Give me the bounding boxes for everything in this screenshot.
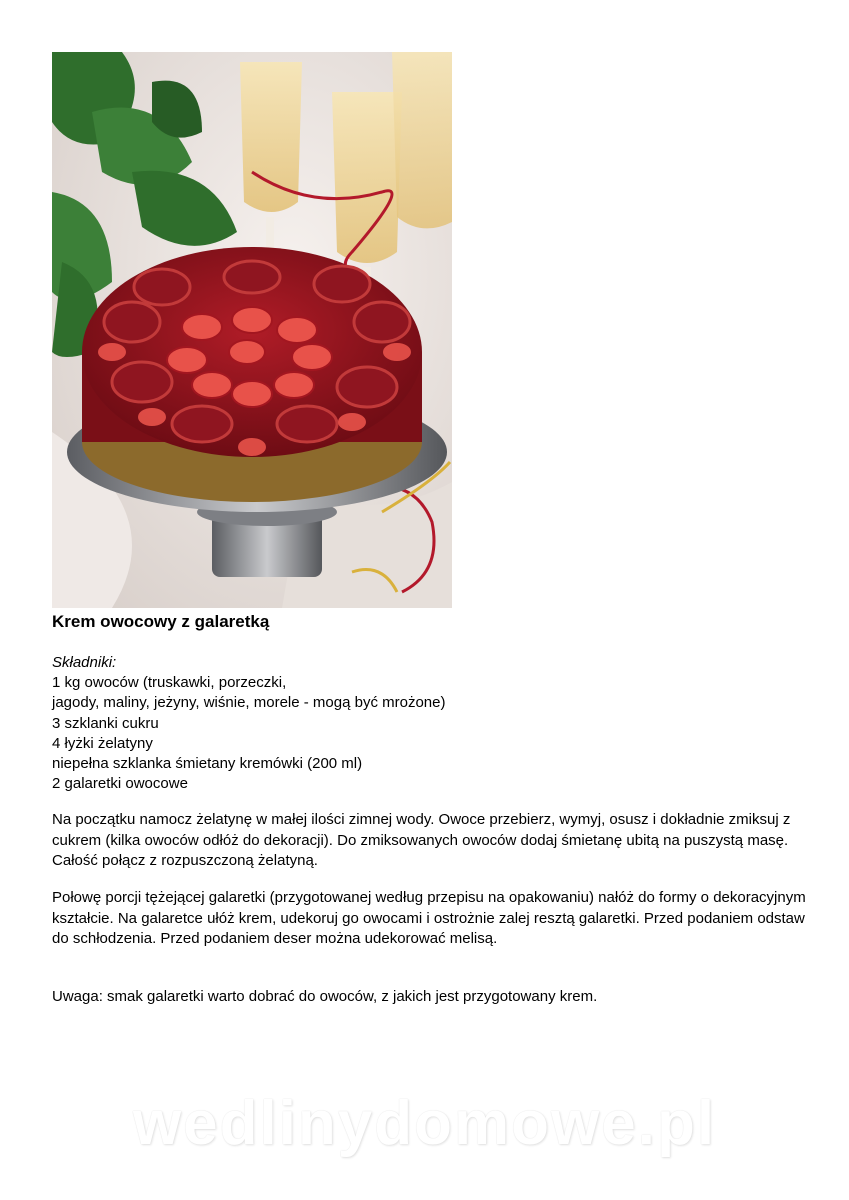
- ingredient-item: niepełna szklanka śmietany kremówki (200 ml): [52, 755, 363, 773]
- instruction-paragraph: Na początku namocz żelatynę w małej ilości zimnej wody. Owoce przebierz, wymyj, osusz i dokładnie zmiksuj z cukrem (kilka owoców odłóż do dekoracji). Do zmiksowanych owoców dodaj śmietanę ubitą na puszystą masę. Całość połącz z rozpuszczoną żelatyną.: [52, 811, 791, 870]
- ingredient-item: 4 łyżki żelatyny: [52, 734, 153, 752]
- ingredients-list: [52, 653, 445, 794]
- ingredient-item: jagody, maliny, jeżyny, wiśnie, morele - mogą być mrożone): [52, 694, 446, 712]
- recipe-title: Krem owocowy z galaretką: [52, 612, 270, 631]
- ingredient-item: 1 kg owoców (truskawki, porzeczki,: [52, 674, 287, 692]
- ingredients-label: Składniki:: [52, 654, 117, 671]
- note-paragraph: Uwaga: smak galaretki warto dobrać do owoców, z jakich jest przygotowany krem.: [52, 988, 598, 1005]
- ingredient-item: 3 szklanki cukru: [52, 714, 159, 732]
- recipe-photo: [52, 52, 452, 608]
- ingredient-item: 2 galaretki owocowe: [52, 775, 188, 793]
- instruction-paragraph: Połowę porcji tężejącej galaretki (przygotowanej według przepisu na opakowaniu) nałóż do formy o dekoracyjnym kształcie. Na galaretce ułóż krem, udekoruj go owocami i ostrożnie zalej resztą galaretki. Przed podaniem odstaw do schłodzenia. Przed podaniem deser można udekorować melisą.: [52, 889, 806, 948]
- fruit-jelly-cake-icon: [52, 52, 452, 608]
- watermark: wedlinydomowe.pl: [132, 1089, 717, 1158]
